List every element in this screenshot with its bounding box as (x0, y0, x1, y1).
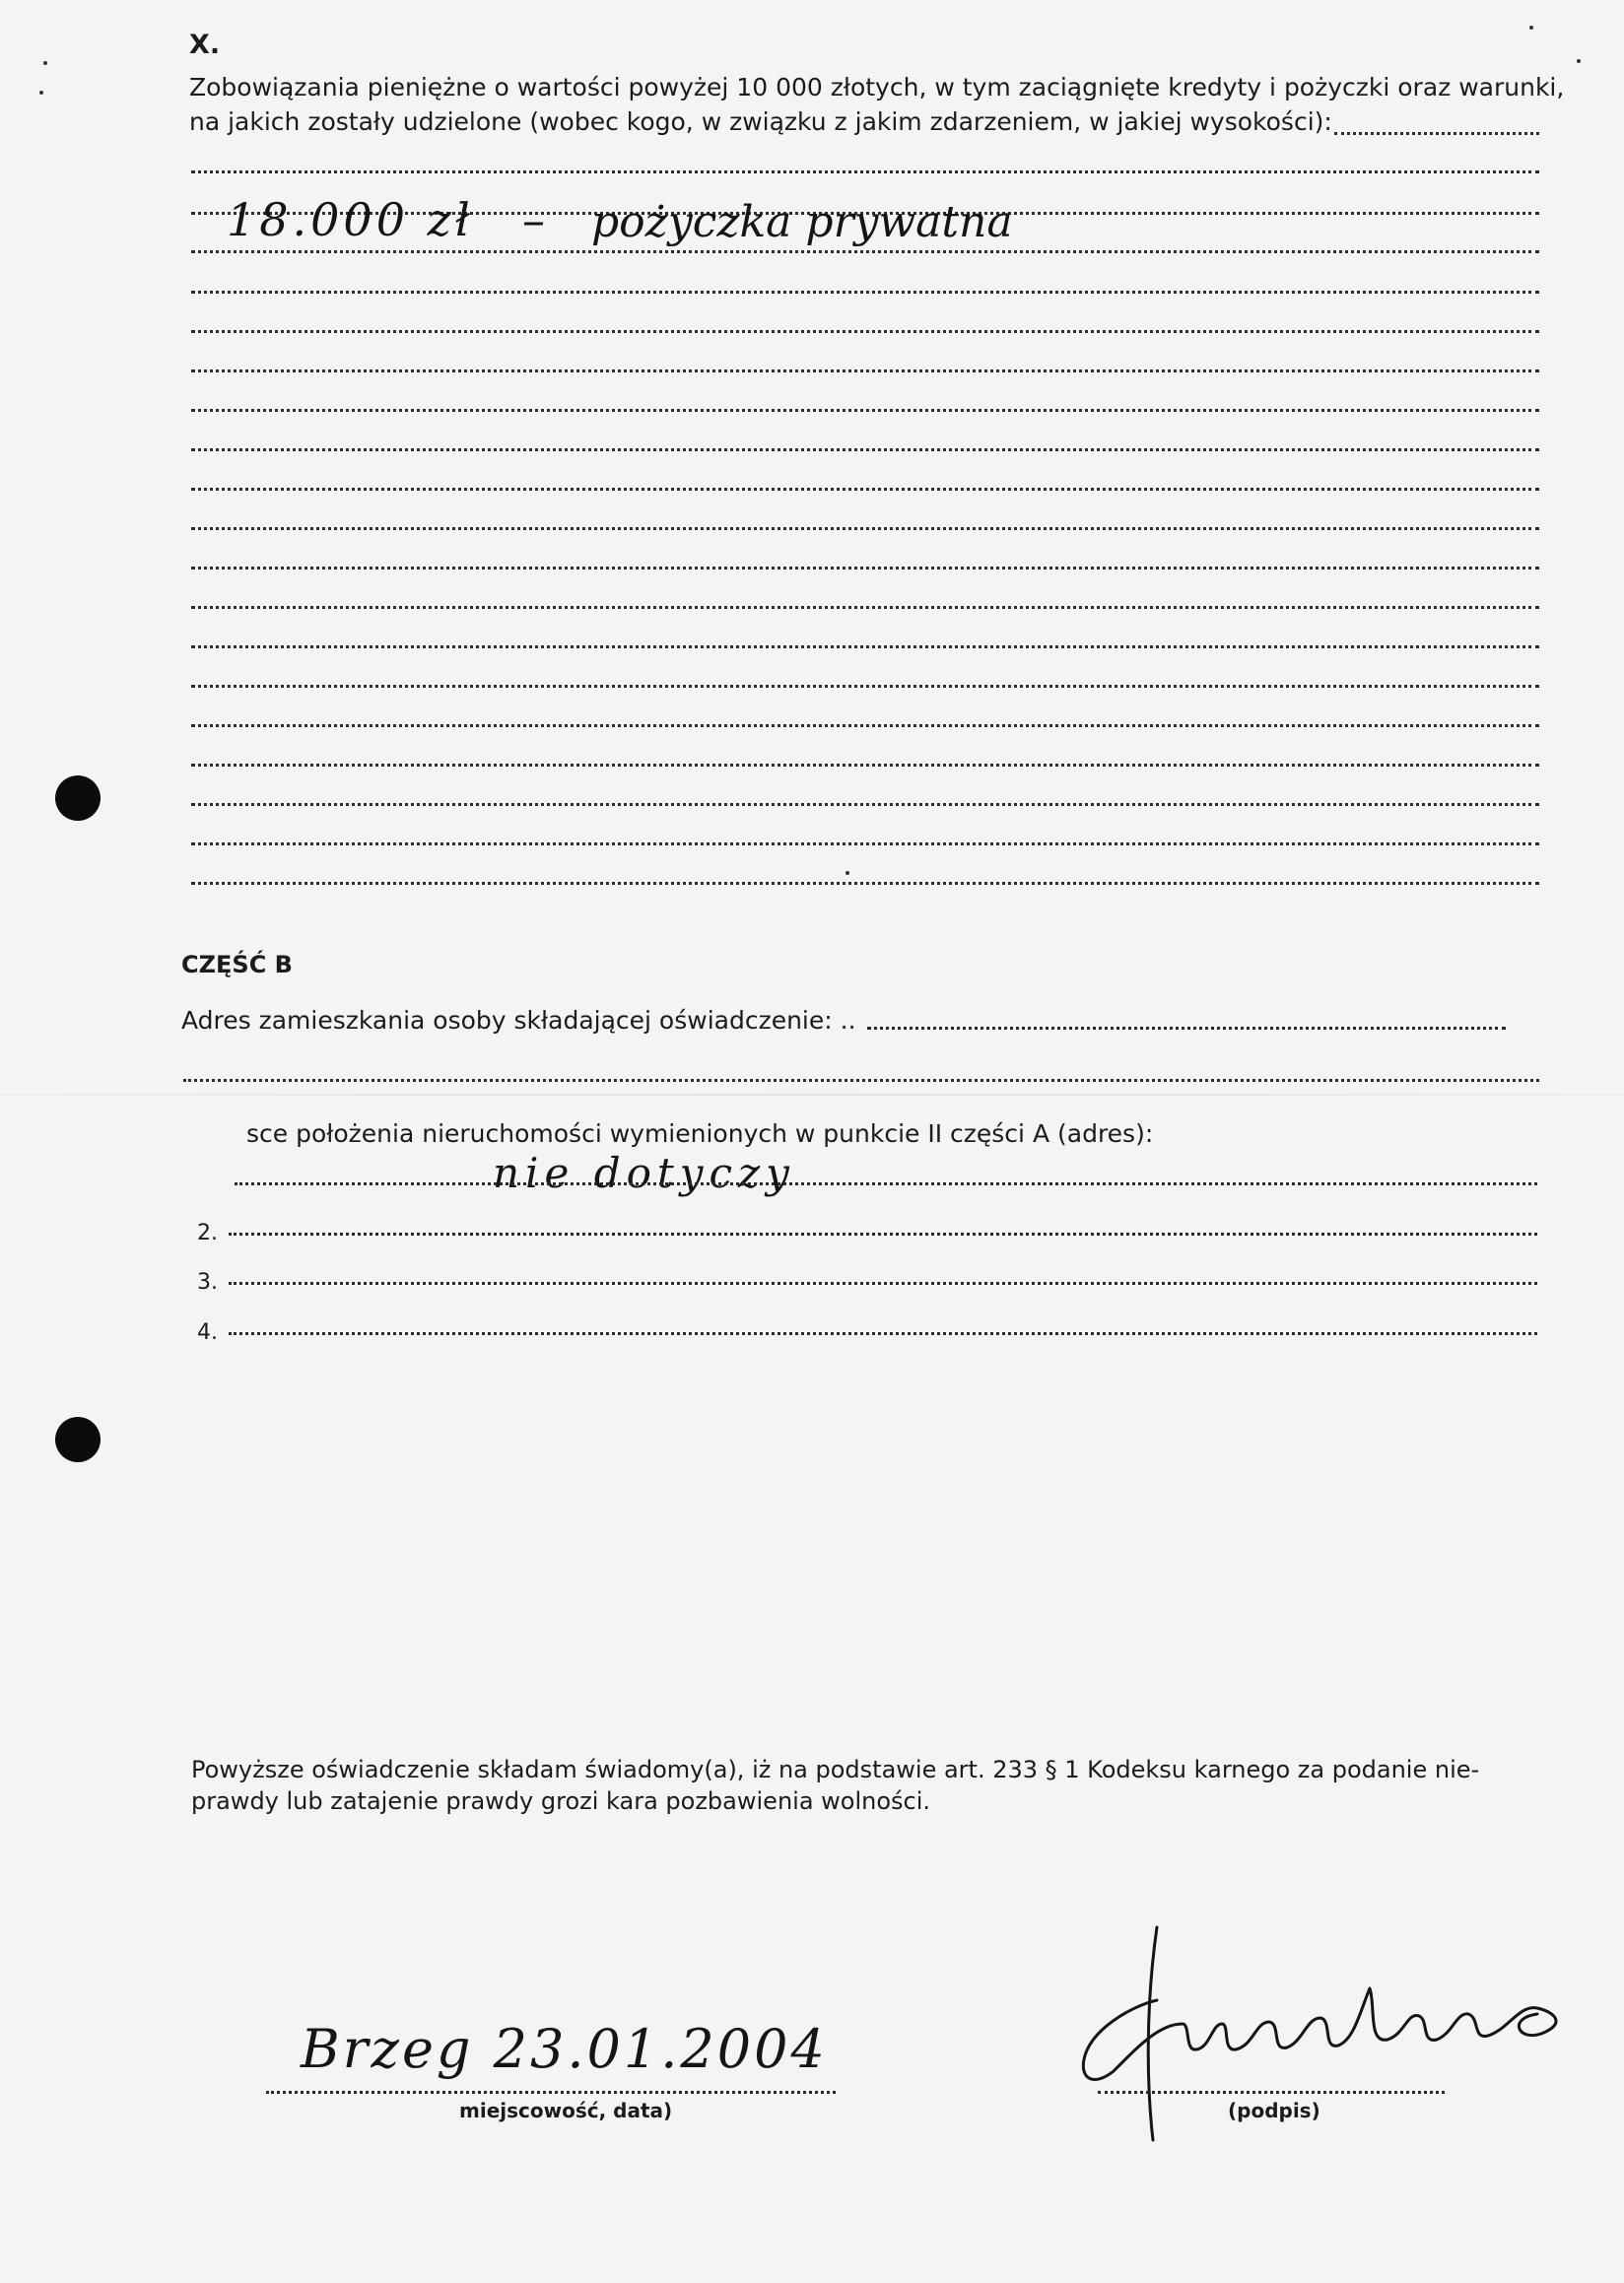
answer-line (191, 369, 1539, 372)
scan-speck (1577, 59, 1581, 63)
answer-line (191, 330, 1539, 333)
place-date-caption: miejscowość, data) (459, 2099, 673, 2122)
answer-line (191, 291, 1539, 294)
answer-line (191, 448, 1539, 451)
signature-icon (1074, 1921, 1577, 2148)
handwritten-dash: – (522, 193, 545, 246)
answer-line (191, 764, 1539, 767)
answer-line (191, 803, 1539, 806)
handwritten-place-date: Brzeg 23.01.2004 (301, 2018, 828, 2080)
scan-speck (39, 91, 43, 95)
scan-speck (846, 871, 849, 875)
section-x-text-line2: na jakich zostały udzielone (wobec kogo, w związku z jakim zdarzeniem, w jakiej wysokości): (189, 107, 1332, 136)
answer-line (191, 527, 1539, 530)
punch-hole-icon (55, 775, 101, 821)
property-line-1 (235, 1182, 1537, 1185)
property-line-4 (229, 1332, 1537, 1335)
place-date-line (266, 2091, 836, 2094)
section-x-heading: X. (189, 30, 221, 60)
punch-hole-icon (55, 1417, 101, 1462)
property-line-3 (229, 1282, 1537, 1285)
paper-fold (0, 1094, 1624, 1096)
scan-speck (43, 61, 47, 65)
signature-line (1098, 2091, 1445, 2094)
answer-line (191, 685, 1539, 688)
scan-speck (1529, 26, 1533, 30)
answer-line (191, 606, 1539, 609)
answer-line (191, 488, 1539, 491)
property-item-number: 3. (197, 1270, 218, 1295)
answer-line (191, 724, 1539, 727)
signature-caption: (podpis) (1228, 2099, 1320, 2122)
answer-line (191, 250, 1539, 253)
answer-line (1334, 132, 1539, 135)
handwritten-amount: 18.000 zł (227, 193, 474, 246)
address-label: Adres zamieszkania osoby składającej oświadczenie: .. (181, 1006, 856, 1035)
property-item-number: 4. (197, 1320, 218, 1345)
answer-line (191, 882, 1539, 885)
property-line-2 (229, 1233, 1537, 1236)
declaration-line1: Powyższe oświadczenie składam świadomy(a), iż na podstawie art. 233 § 1 Kodeksu karnego za podanie nie- (191, 1756, 1480, 1783)
answer-line (191, 842, 1539, 845)
handwritten-property-answer: nie dotyczy (493, 1149, 795, 1197)
section-x-text-line1: Zobowiązania pieniężne o wartości powyżej 10 000 złotych, w tym zaciągnięte kredyty i pożyczki oraz warunki, (189, 73, 1565, 101)
answer-line (191, 170, 1539, 173)
address-line (183, 1079, 1539, 1082)
handwritten-loan-description: pożyczka prywatna (591, 197, 1013, 247)
address-line (867, 1027, 1506, 1030)
property-item-number: 2. (197, 1221, 218, 1245)
answer-line (191, 409, 1539, 412)
part-b-heading: CZĘŚĆ B (181, 951, 293, 978)
property-location-label: sce położenia nieruchomości wymienionych w punkcie II części A (adres): (246, 1119, 1154, 1148)
declaration-line2: prawdy lub zatajenie prawdy grozi kara pozbawienia wolności. (191, 1787, 931, 1815)
answer-line (191, 645, 1539, 648)
answer-line (191, 567, 1539, 570)
